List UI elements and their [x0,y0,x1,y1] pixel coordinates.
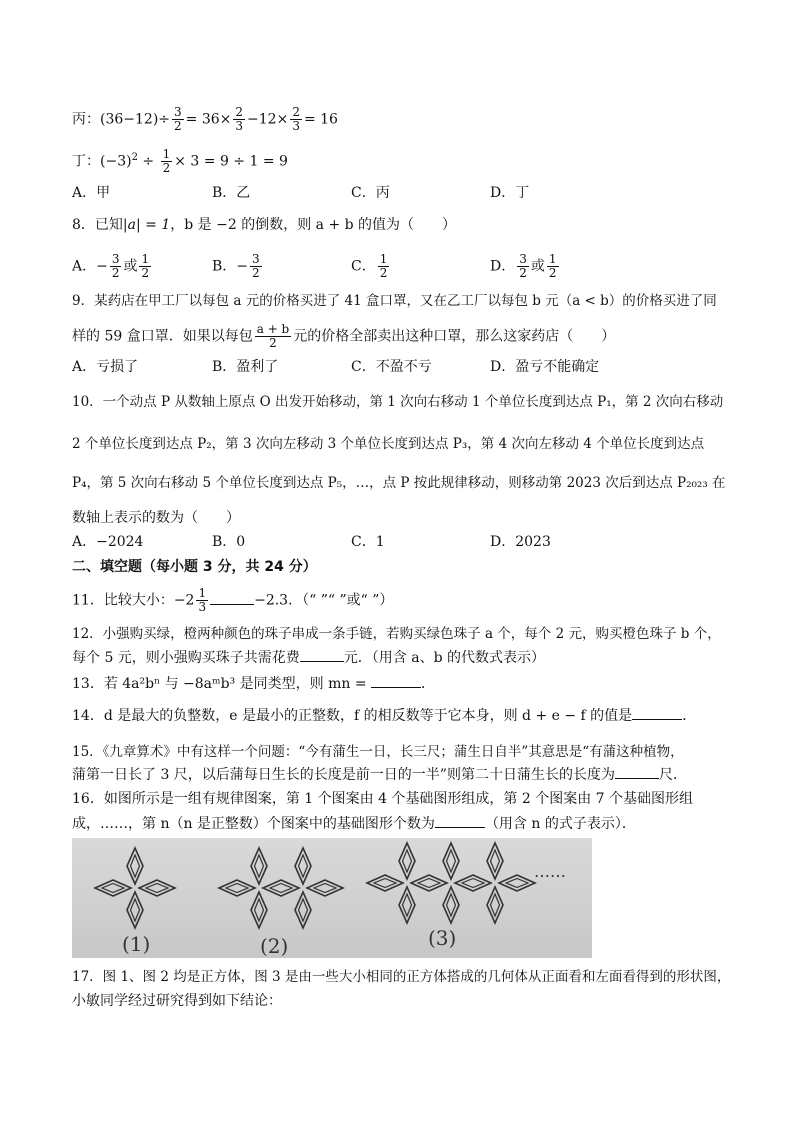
q10-option-d: D．2023 [490,534,551,550]
q8-stem-a: 8．已知 [72,217,123,233]
fig-label-1: (1) [122,932,151,956]
q16-line1: 16．如图所示是一组有规律图案，第 1 个图案由 4 个基础图形组成，第 2 个图案由 7 个基础图形组 [72,791,694,807]
pattern-3 [367,843,535,923]
q9-option-c: C．不盈不亏 [351,359,432,375]
q7-ding-b: ÷ [137,153,159,170]
fig-label-3: (3) [428,926,457,950]
q13-line: 13．若 4a²bⁿ 与 −8aᵐb³ 是同类型，则 mn = ． [72,676,436,692]
q12-line2: 每个 5 元，则小强购买珠子共需花费 元．（用含 a、b 的代数式表示） [72,650,546,666]
q7-bing-frac2: $\frac{2}{3}$ [235,105,244,133]
q10-option-c: C．1 [351,534,385,550]
q8-stem-b: ，b 是 −2 的倒数，则 a + b 的值为（ ） [170,217,457,233]
q15-line1: 15．《九章算术》中有这样一个问题：“今有蒲生一日，长三尺；蒲生日自半”其意思是“有蒲这种植物， [72,744,684,760]
q12-line1: 12．小强购买绿，橙两种颜色的珠子串成一条手链，若购买绿色珠子 a 个，每个 2 元，购买橙色珠子 b 个， [72,626,721,642]
q11-blank[interactable] [210,592,254,605]
q12-blank[interactable] [300,649,344,662]
q10-line4: 数轴上表示的数为（ ） [72,510,240,526]
q17-line1: 17．图 1、图 2 均是正方体，图 3 是由一些大小相同的正方体搭成的几何体从正面看和左面看得到的形状图， [72,969,731,985]
q10-line3: P₄，第 5 次向右移动 5 个单位长度到达点 P₅，…，点 P 按此规律移动，则移动第 2023 次后到达点 P₂₀₂₃ 在 [72,475,726,491]
q7-ding-prefix: 丁： [72,153,100,170]
q7-ding-line [72,148,288,175]
q15-line2: 蒲第一日长了 3 尺，以后蒲每日生长的长度是前一日的一半”则第二十日蒲生长的长度为 尺． [72,767,687,783]
pattern-1 [95,848,175,928]
q9-option-b: B．盈利了 [212,359,279,375]
q16-line2: 成，……，第 n（n 是正整数）个图案中的基础图形个数为 （用含 n 的式子表示）． [72,816,636,832]
q13-blank[interactable] [371,675,421,688]
q8-option-c: C． $\frac{1}{2}$ [351,252,388,280]
q8-stem-abs: |a| = 1 [122,217,171,233]
fig-dots: …… [534,862,566,881]
q7-bing-c: −12× [247,111,289,128]
q14-line: 14．d 是最大的负整数，e 是最小的正整数，f 的相反数等于它本身，则 d + e − f 的值是 ． [72,708,697,724]
pattern-2 [219,848,343,928]
q10-option-a: A．−2024 [72,534,144,550]
q16-blank[interactable] [435,815,485,828]
q10-line2: 2 个单位长度到达点 P₂，第 3 次向左移动 3 个单位长度到达点 P₃，第 4 次向左移动 4 个单位长度到达点 [72,436,705,452]
q10-line1: 10．一个动点 P 从数轴上原点 O 出发开始移动，第 1 次向右移动 1 个单位长度到达点 P₁，第 2 次向右移动 [72,394,724,410]
q7-bing-d: = 16 [303,111,338,128]
q14-blank[interactable] [632,707,682,720]
q7-option-a: A．甲 [72,185,111,201]
q7-ding-exp: 2 [131,152,138,163]
q7-bing-a: (36−12)÷ [100,111,171,128]
q8-option-a: A．− $\frac{3}{2}$ 或 $\frac{1}{2}$ [72,252,150,280]
q7-bing-line [72,106,338,133]
q7-bing-frac1: $\frac{3}{2}$ [174,105,182,133]
q7-option-b: B．乙 [212,185,251,201]
q8-option-d: D． $\frac{3}{2}$ 或 $\frac{1}{2}$ [490,252,557,280]
q7-option-c: C．丙 [351,185,390,201]
q8-option-b: B．− $\frac{3}{2}$ [212,252,260,280]
fig-label-2: (2) [260,934,289,958]
q9-line2: 样的 59 盒口罩．如果以每包 $\frac{a + b}{2}$ 元的价格全部卖出这种口罩，那么这家药店（ ） [72,322,616,350]
q7-ding-c: × 3 = 9 ÷ 1 = 9 [174,153,288,170]
q7-ding-a: (−3) [100,153,132,170]
q7-bing-b: = 36× [185,111,232,128]
q15-blank[interactable] [615,766,659,779]
section-2-heading: 二、填空题（每小题 3 分，共 24 分） [72,559,317,575]
q17-line2: 小敏同学经过研究得到如下结论： [72,993,282,1009]
q7-ding-frac: $\frac{1}{2}$ [162,147,171,176]
q8-stem [72,215,456,235]
q7-bing-frac3: $\frac{2}{3}$ [292,105,300,133]
q7-bing-prefix: 丙： [72,111,100,128]
q11-frac: $\frac{1}{3}$ [198,586,207,614]
q11-line: 11．比较大小：−2 $\frac{1}{3}$ −2.3．（“ ”“ ”或“ ”） [72,586,394,614]
q16-pattern-figure [72,838,592,958]
q10-option-b: B．0 [212,534,246,550]
q9-line1: 9．某药店在甲工厂以每包 a 元的价格买进了 41 盒口罩，又在乙工厂以每包 b 元（a < b）的价格买进了同 [72,293,717,309]
q9-option-a: A．亏损了 [72,359,139,375]
q9-option-d: D．盈亏不能确定 [490,359,600,375]
q7-option-d: D．丁 [490,185,530,201]
q9-frac: $\frac{a + b}{2}$ [256,322,290,350]
